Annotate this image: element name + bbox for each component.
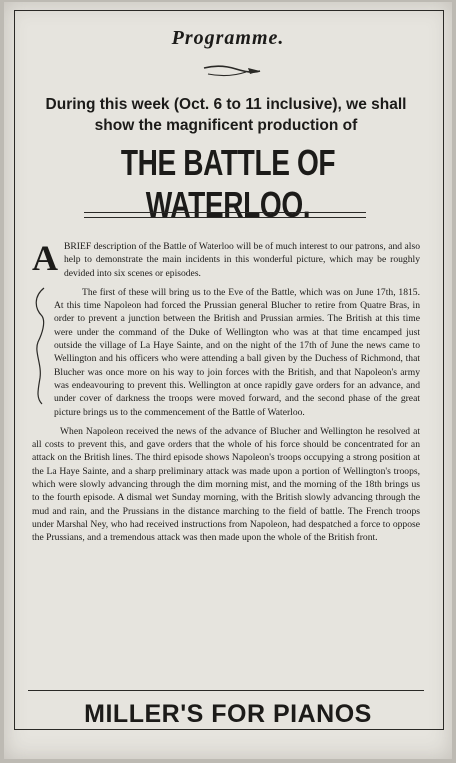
paragraph-3-text: When Napoleon received the news of the advance of Blucher and Wellington he resolved at all costs to prevent this, and gave orders that the whole of his force should be concentrated for an attack on the British lines. The third episode shows Napoleon's troops occupying a strong position at the La Haye Sainte, and a sharp preliminary attack was made upon a portion of Wellington's troops, which were slowly advancing through the dim morning mist, and the morning of the 18th brings us to the fourth episode. A dismal wet Sunday morning, with the British slowly advancing through the mud and rain, and the Prussians in the distance marching to the field of battle. The French troops under Marshal Ney, who had received instructions from Napoleon, had despatched a force to oppose the Prussians, and a tremendous attack was then made upon the whole of the British front.: [32, 425, 420, 544]
advert-footer: MILLER'S FOR PIANOS: [84, 700, 372, 728]
film-title: THE BATTLE OF WATERLOO.: [120, 142, 336, 225]
paragraph-1-text: BRIEF description of the Battle of Waterloo will be of much interest to our patrons, and also help to demonstrate the main incidents in this wonderful picture, which may be roughly devided into six scenes or episodes.: [64, 241, 420, 279]
paragraph-3: [32, 425, 420, 545]
scroll-ornament: [32, 286, 48, 406]
programme-sheet: [4, 2, 452, 759]
flourish-ornament: [200, 62, 264, 80]
drop-cap: A: [32, 238, 58, 278]
paragraph-1: [32, 240, 420, 280]
footer-rule: [28, 690, 424, 691]
intro-text: During this week (Oct. 6 to 11 inclusive), we shall show the magnificent production of: [45, 96, 407, 134]
paragraph-2: [32, 286, 420, 419]
double-rule-top: [84, 212, 366, 213]
paragraph-2-text: The first of these will bring us to the Eve of the Battle, which was on June 17th, 1815. At this time Napoleon had forced the Prussian general Blucher to retire from Quatre Bras, in order to prevent a junction between the British and Prussian armies. The British at this time were under the command of the Duke of Wellington who was at that time encamped just outside the village of La Haye Sainte, and on the night of the 17th of June the news came to Wellington and his officers who were attending a ball given by the Duchess of Richmond, that Blucher was once more on his way to join forces with the British, and that Napoleon's army was endeavouring to prevent this. Wellington at once rapidly gave orders for an advance, and under cover of darkness the troops were moved forward, and the second phase of the great picture brings us to the commencement of the Battle of Waterloo.: [54, 286, 420, 418]
article-body: [32, 240, 420, 551]
double-rule-bottom: [84, 217, 366, 218]
programme-heading: Programme.: [171, 27, 285, 49]
